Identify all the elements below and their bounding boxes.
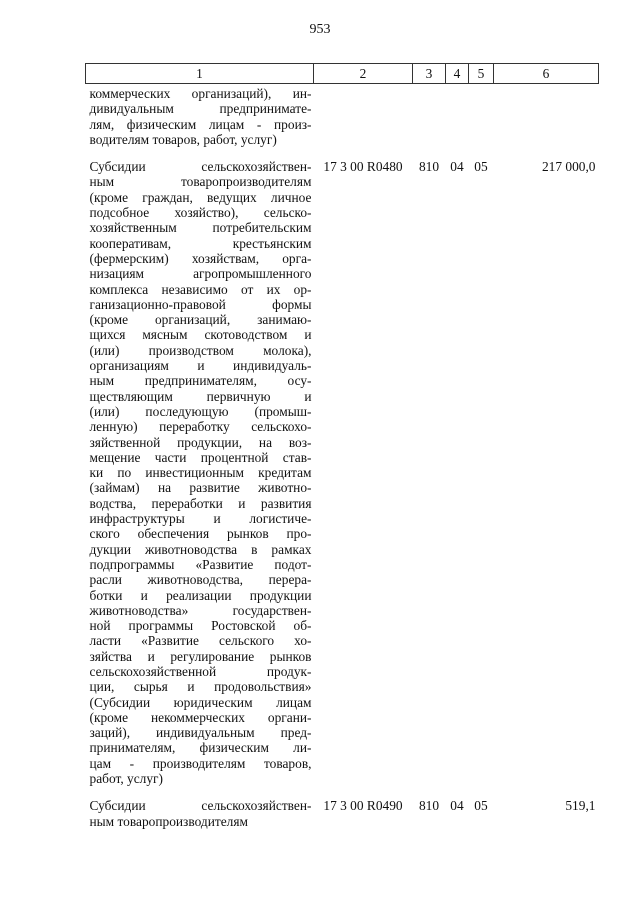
- row-name-line: Субсидии сельскохозяйствен-: [89, 159, 312, 175]
- row-name-line: ки по инвестиционным кредитам: [89, 465, 312, 481]
- row-name-line: ленную) переработку сельскохо-: [89, 419, 312, 435]
- row-name-line: зяйственной продукции, на воз-: [89, 434, 312, 450]
- row-name: [86, 84, 314, 148]
- row-name-line: инфраструктуры и логистиче-: [89, 511, 312, 527]
- row-pr: 05: [474, 798, 488, 814]
- row-name-line: (или) последующую (промыш-: [89, 403, 312, 419]
- row-name-line: ным товаропроизводителям: [89, 813, 248, 829]
- row-name-line: мещение части процентной став-: [89, 449, 312, 465]
- row-name-line: цам - производителям товаров,: [89, 755, 312, 771]
- row-rz: 04: [450, 798, 464, 814]
- page-number: 953: [309, 22, 331, 37]
- row-name-line: (кроме граждан, ведущих личное: [89, 189, 312, 205]
- row-pr: [469, 84, 494, 148]
- row-name-line: хозяйственным потребительским: [89, 220, 312, 236]
- row-name-line: расли животноводства, перера-: [89, 572, 312, 588]
- row-code: [314, 84, 413, 148]
- row-name-line: (или) производством молока),: [89, 342, 312, 358]
- row-name: [86, 786, 314, 829]
- table-row: [86, 786, 599, 829]
- row-name-line: дукции животноводства в рамках: [89, 541, 312, 557]
- row-name-line: (кроме некоммерческих органи-: [89, 709, 312, 725]
- row-name-line: (займам) на развитие животно-: [89, 480, 312, 496]
- table-row: [86, 84, 599, 148]
- row-name-line: подсобное хозяйство), сельско-: [89, 205, 312, 221]
- row-name-line: ботки и реализации продукции: [89, 587, 312, 603]
- row-code: 17 3 00 R0480: [323, 159, 403, 175]
- row-vr: 810: [418, 159, 440, 175]
- row-amount: 217 000,0: [541, 159, 596, 175]
- row-name-line: животноводства» государствен-: [89, 602, 312, 618]
- row-name-line: водства, переработки и развития: [89, 495, 312, 511]
- row-name-line: Субсидии сельскохозяйствен-: [89, 798, 312, 814]
- row-name-line: зяйства и регулирование рынков: [89, 648, 312, 664]
- row-name-line: лям, физическим лицам - произ-: [89, 116, 312, 132]
- row-name-line: дивидуальным предпринимате-: [89, 101, 312, 117]
- row-name-line: ществляющим первичную и: [89, 388, 312, 404]
- row-name-line: ным товаропроизводителям: [89, 174, 312, 190]
- row-name-line: сельскохозяйственной продук-: [89, 663, 312, 679]
- row-name-line: низациям агропромышленного: [89, 266, 312, 282]
- row-name-line: ной программы Ростовской об-: [89, 618, 312, 634]
- row-name-line: подпрограммы «Развитие подот-: [89, 556, 312, 572]
- row-name-line: ным предпринимателям, осу-: [89, 373, 312, 389]
- row-name-line: (Субсидии юридическим лицам: [89, 694, 312, 710]
- table-row: [86, 147, 599, 786]
- header-row: [86, 64, 599, 84]
- row-amount: 519,1: [565, 798, 596, 814]
- row-name-line: кооперативам, крестьянским: [89, 235, 312, 251]
- header-col-1: 1: [86, 64, 314, 84]
- row-name-line: принимателям, физическим ли-: [89, 740, 312, 756]
- header-col-5: 5: [469, 64, 494, 84]
- row-vr: 810: [418, 798, 440, 814]
- row-name-line: коммерческих организаций), ин-: [89, 86, 312, 101]
- row-name-line: щихся мясным скотоводством и: [89, 327, 312, 343]
- header-col-3: 3: [413, 64, 446, 84]
- row-name-line: ского обеспечения рынков про-: [89, 526, 312, 542]
- row-rz: [446, 84, 469, 148]
- budget-table: [85, 63, 599, 829]
- header-col-4: 4: [446, 64, 469, 84]
- row-name-line: работ, услуг): [89, 771, 163, 787]
- row-name-line: организациям и индивидуаль-: [89, 358, 312, 374]
- row-name-line: ласти «Развитие сельского хо-: [89, 633, 312, 649]
- header-col-2: 2: [314, 64, 413, 84]
- row-vr: [413, 84, 446, 148]
- row-name-line: водителям товаров, работ, услуг): [89, 131, 277, 147]
- header-col-6: 6: [494, 64, 599, 84]
- row-name-line: (фермерским) хозяйствам, орга-: [89, 250, 312, 266]
- row-code: 17 3 00 R0490: [323, 798, 403, 814]
- row-name-line: ганизационно-правовой формы: [89, 296, 312, 312]
- row-rz: 04: [450, 159, 464, 175]
- row-pr: 05: [474, 159, 488, 175]
- row-name: [86, 147, 314, 786]
- row-name-line: ции, сырья и продовольствия»: [89, 679, 312, 695]
- row-name-line: (кроме организаций, занимаю-: [89, 312, 312, 328]
- row-name-line: комплекса независимо от их ор-: [89, 281, 312, 297]
- row-amount: [494, 84, 599, 148]
- row-name-line: заций), индивидуальным пред-: [89, 725, 312, 741]
